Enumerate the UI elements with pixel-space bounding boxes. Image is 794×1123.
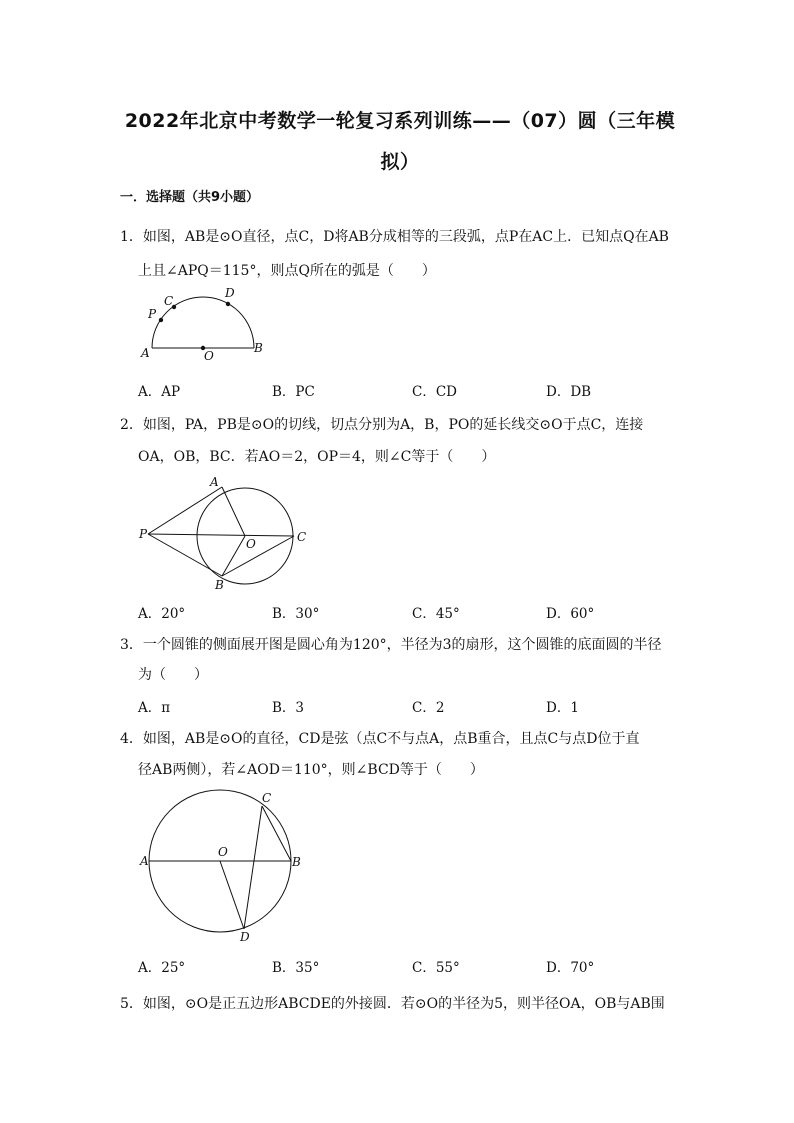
question-1-figure [136, 284, 276, 364]
choice-b[interactable]: B．PC [272, 384, 315, 400]
question-3-line-2: 为（ ） [138, 667, 208, 683]
choice-d[interactable]: D．1 [546, 700, 579, 716]
label-c: C [262, 791, 272, 805]
choice-d[interactable]: D．DB [546, 384, 592, 400]
label-c: C [297, 530, 307, 544]
choice-a[interactable]: A．20° [138, 606, 186, 622]
segment-oa [222, 487, 245, 536]
choice-d[interactable]: D．60° [546, 606, 595, 622]
label-c: C [164, 294, 174, 308]
question-2-choices [138, 602, 698, 622]
choice-b[interactable]: B．3 [272, 700, 305, 716]
label-d: D [225, 286, 235, 300]
point-d-dot [226, 302, 230, 306]
label-a: A [140, 854, 149, 868]
label-b: B [254, 341, 263, 355]
point-p-dot [159, 318, 163, 322]
label-d: D [240, 930, 250, 944]
question-1-choices [138, 380, 698, 400]
choice-d[interactable]: D．70° [546, 960, 595, 976]
choice-a[interactable]: A．AP [138, 384, 181, 400]
question-4-line-1: 4．如图，AB是⊙O的直径，CD是弦（点C不与点A，点B重合，且点C与点D位于直 [120, 731, 640, 747]
segment-bc [222, 536, 294, 576]
choice-b[interactable]: B．30° [272, 606, 320, 622]
question-1-line-1: 1．如图，AB是⊙O直径，点C，D将AB分成相等的三段弧，点P在AC上．已知点Q在AB [120, 229, 669, 245]
label-p: P [139, 527, 148, 541]
segment-pc [148, 534, 294, 536]
question-4-figure [136, 788, 316, 944]
choice-a[interactable]: A．25° [138, 960, 186, 976]
question-3-line-1: 3．一个圆锥的侧面展开图是圆心角为120°，半径为3的扇形，这个圆锥的底面圆的半径 [120, 637, 662, 653]
question-5-line-1: 5．如图，⊙O是正五边形ABCDE的外接圆．若⊙O的半径为5，则半径OA，OB与AB围 [120, 996, 665, 1012]
question-2-line-2: OA，OB，BC．若AO＝2，OP＝4，则∠C等于（ ） [138, 449, 496, 465]
choice-b[interactable]: B．35° [272, 960, 320, 976]
segment-pa [148, 487, 222, 534]
question-3-choices [138, 696, 698, 716]
label-a: A [141, 346, 150, 360]
question-2-figure [136, 470, 316, 594]
question-2-line-1: 2．如图，PA，PB是⊙O的切线，切点分别为A，B，PO的延长线交⊙O于点C，连接 [120, 417, 644, 433]
label-b: B [215, 578, 224, 592]
question-4-line-2: 径AB两侧），若∠AOD＝110°，则∠BCD等于（ ） [138, 762, 484, 778]
page-title: 2022年北京中考数学一轮复习系列训练——（07）圆（三年模 [124, 110, 676, 132]
choice-c[interactable]: C．45° [412, 606, 460, 622]
choice-c[interactable]: C．2 [412, 700, 445, 716]
label-b: B [292, 855, 301, 869]
page-title-continued: 拟） [380, 151, 420, 173]
section-heading: 一．选择题（共9小题） [120, 190, 260, 205]
segment-pb [148, 534, 222, 576]
label-o: O [204, 349, 214, 363]
label-o: O [218, 845, 228, 859]
choice-a[interactable]: A．π [138, 700, 171, 716]
question-4-choices [138, 956, 698, 976]
label-o: O [246, 537, 256, 551]
choice-c[interactable]: C．CD [412, 384, 457, 400]
segment-cb [262, 806, 291, 861]
question-1-line-2: 上且∠APQ＝115°，则点Q所在的弧是（ ） [138, 263, 436, 279]
label-a: A [210, 475, 219, 489]
segment-od [220, 861, 244, 929]
choice-c[interactable]: C．55° [412, 960, 460, 976]
segment-cd [244, 806, 262, 929]
label-p: P [148, 307, 157, 321]
